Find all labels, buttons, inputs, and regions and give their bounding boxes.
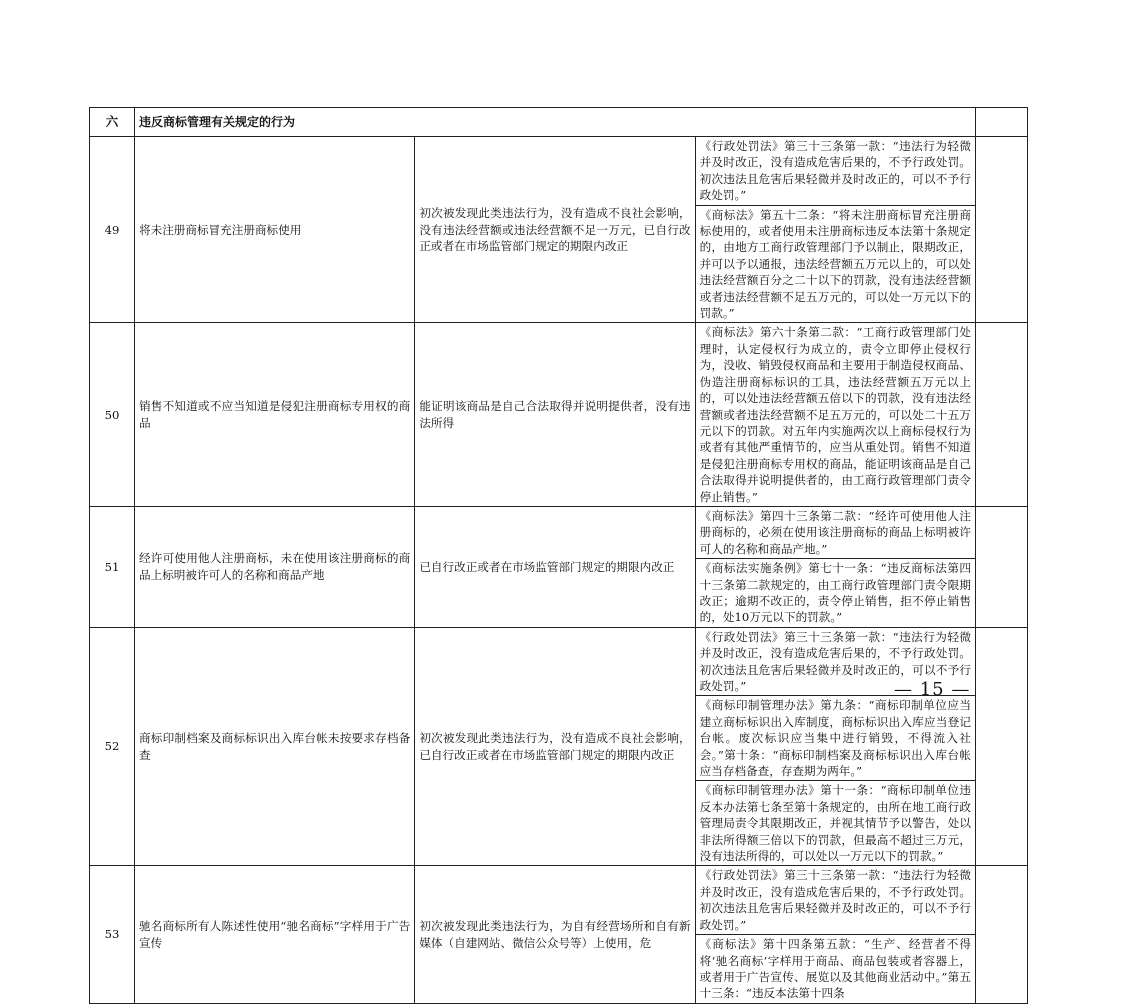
condition-cell: 初次被发现此类违法行为，为自有经营场所和自有新媒体（自建网站、微信公众号等）上使用，危 (415, 866, 695, 1003)
behavior-cell: 驰名商标所有人陈述性使用“驰名商标”字样用于广告宣传 (135, 866, 415, 1003)
legal-basis-cell: 《商标法》第六十条第二款：“工商行政管理部门处理时，认定侵权行为成立的，责令立即停止侵权行为，没收、销毁侵权商品和主要用于制造侵权商品、伪造注册商标标识的工具，违法经营额五万元以上的，可以处违法经营额五倍以下的罚款，没有违法经营额或者违法经营额不足五万元的，可以处二十五万元以下的罚款。对五年内实施两次以上商标侵权行为或者有其他严重情节的，应当从重处罚。销售不知道是侵犯注册商标专用权的商品，能证明该商品是自己合法取得并说明提供者的，由工商行政管理部门责令停止销售。” (695, 323, 975, 506)
legal-basis-cell: 《商标印制管理办法》第十一条：“商标印制单位违反本办法第七条至第十条规定的，由所在地工商行政管理局责令其限期改正，并视其情节予以警告，处以非法所得额三倍以下的罚款，但最高不超过三万元，没有违法所得的，可以处以一万元以下的罚款。” (695, 781, 975, 866)
section-title: 违反商标管理有关规定的行为 (135, 108, 976, 137)
condition-cell: 初次被发现此类违法行为，没有造成不良社会影响，已自行改正或者在市场监管部门规定的期限内改正 (415, 627, 695, 866)
section-blank-cell (976, 108, 1028, 137)
table-row (90, 866, 1028, 935)
table-row (90, 506, 1028, 558)
condition-cell: 能证明该商品是自己合法取得并说明提供者，没有违法所得 (415, 323, 695, 506)
page-number: — 15 — (894, 679, 971, 700)
condition-cell: 初次被发现此类违法行为，没有造成不良社会影响，没有违法经营额或违法经营额不足一万元，已自行改正或者在市场监管部门规定的期限内改正 (415, 137, 695, 323)
blank-cell (976, 323, 1028, 506)
condition-cell: 已自行改正或者在市场监管部门规定的期限内改正 (415, 506, 695, 627)
table-row (90, 323, 1028, 506)
blank-cell (976, 627, 1028, 866)
row-number: 51 (90, 506, 135, 627)
table-row (90, 137, 1028, 206)
section-number: 六 (90, 108, 135, 137)
regulation-table (89, 107, 1028, 1004)
legal-basis-cell: 《商标法实施条例》第七十一条：“违反商标法第四十三条第二款规定的，由工商行政管理部门责令限期改正；逾期不改正的，责令停止销售，拒不停止销售的，处10万元以下的罚款。” (695, 559, 975, 628)
behavior-cell: 商标印制档案及商标标识出入库台帐未按要求存档备查 (135, 627, 415, 866)
legal-basis-cell: 《商标印制管理办法》第九条：“商标印制单位应当建立商标标识出入库制度，商标标识出入库应当登记台帐。废次标识应当集中进行销毁，不得流入社会。”第十条：“商标印制档案及商标标识出入库台帐应当存档备查，存查期为两年。” (695, 696, 975, 781)
blank-cell (976, 137, 1028, 323)
table-row (90, 627, 1028, 696)
behavior-cell: 销售不知道或不应当知道是侵犯注册商标专用权的商品 (135, 323, 415, 506)
legal-basis-cell: 《商标法》第十四条第五款：“生产、经营者不得将‘驰名商标’字样用于商品、商品包装或者容器上，或者用于广告宣传、展览以及其他商业活动中。”第五十三条：“违反本法第十四条 (695, 935, 975, 1004)
blank-cell (976, 866, 1028, 1003)
behavior-cell: 经许可使用他人注册商标，未在使用该注册商标的商品上标明被许可人的名称和商品产地 (135, 506, 415, 627)
legal-basis-cell: 《行政处罚法》第三十三条第一款：“违法行为轻微并及时改正，没有造成危害后果的，不予行政处罚。初次违法且危害后果轻微并及时改正的，可以不予行政处罚。” (695, 627, 975, 696)
row-number: 53 (90, 866, 135, 1003)
legal-basis-cell: 《行政处罚法》第三十三条第一款：“违法行为轻微并及时改正，没有造成危害后果的，不予行政处罚。初次违法且危害后果轻微并及时改正的，可以不予行政处罚。” (695, 866, 975, 935)
legal-basis-cell: 《行政处罚法》第三十三条第一款：“违法行为轻微并及时改正，没有造成危害后果的，不予行政处罚。初次违法且危害后果轻微并及时改正的，可以不予行政处罚。” (695, 137, 975, 206)
blank-cell (976, 506, 1028, 627)
section-header-row (90, 108, 1028, 137)
legal-basis-cell: 《商标法》第五十二条：“将未注册商标冒充注册商标使用的，或者使用未注册商标违反本法第十条规定的，由地方工商行政管理部门予以制止，限期改正，并可以予以通报，违法经营额五万元以上的，可以处违法经营额百分之二十以下的罚款，没有违法经营额或者违法经营额不足五万元的，可以处一万元以下的罚款。” (695, 205, 975, 323)
row-number: 52 (90, 627, 135, 866)
behavior-cell: 将未注册商标冒充注册商标使用 (135, 137, 415, 323)
row-number: 49 (90, 137, 135, 323)
legal-basis-cell: 《商标法》第四十三条第二款：“经许可使用他人注册商标的，必须在使用该注册商标的商品上标明被许可人的名称和商品产地。” (695, 506, 975, 558)
row-number: 50 (90, 323, 135, 506)
